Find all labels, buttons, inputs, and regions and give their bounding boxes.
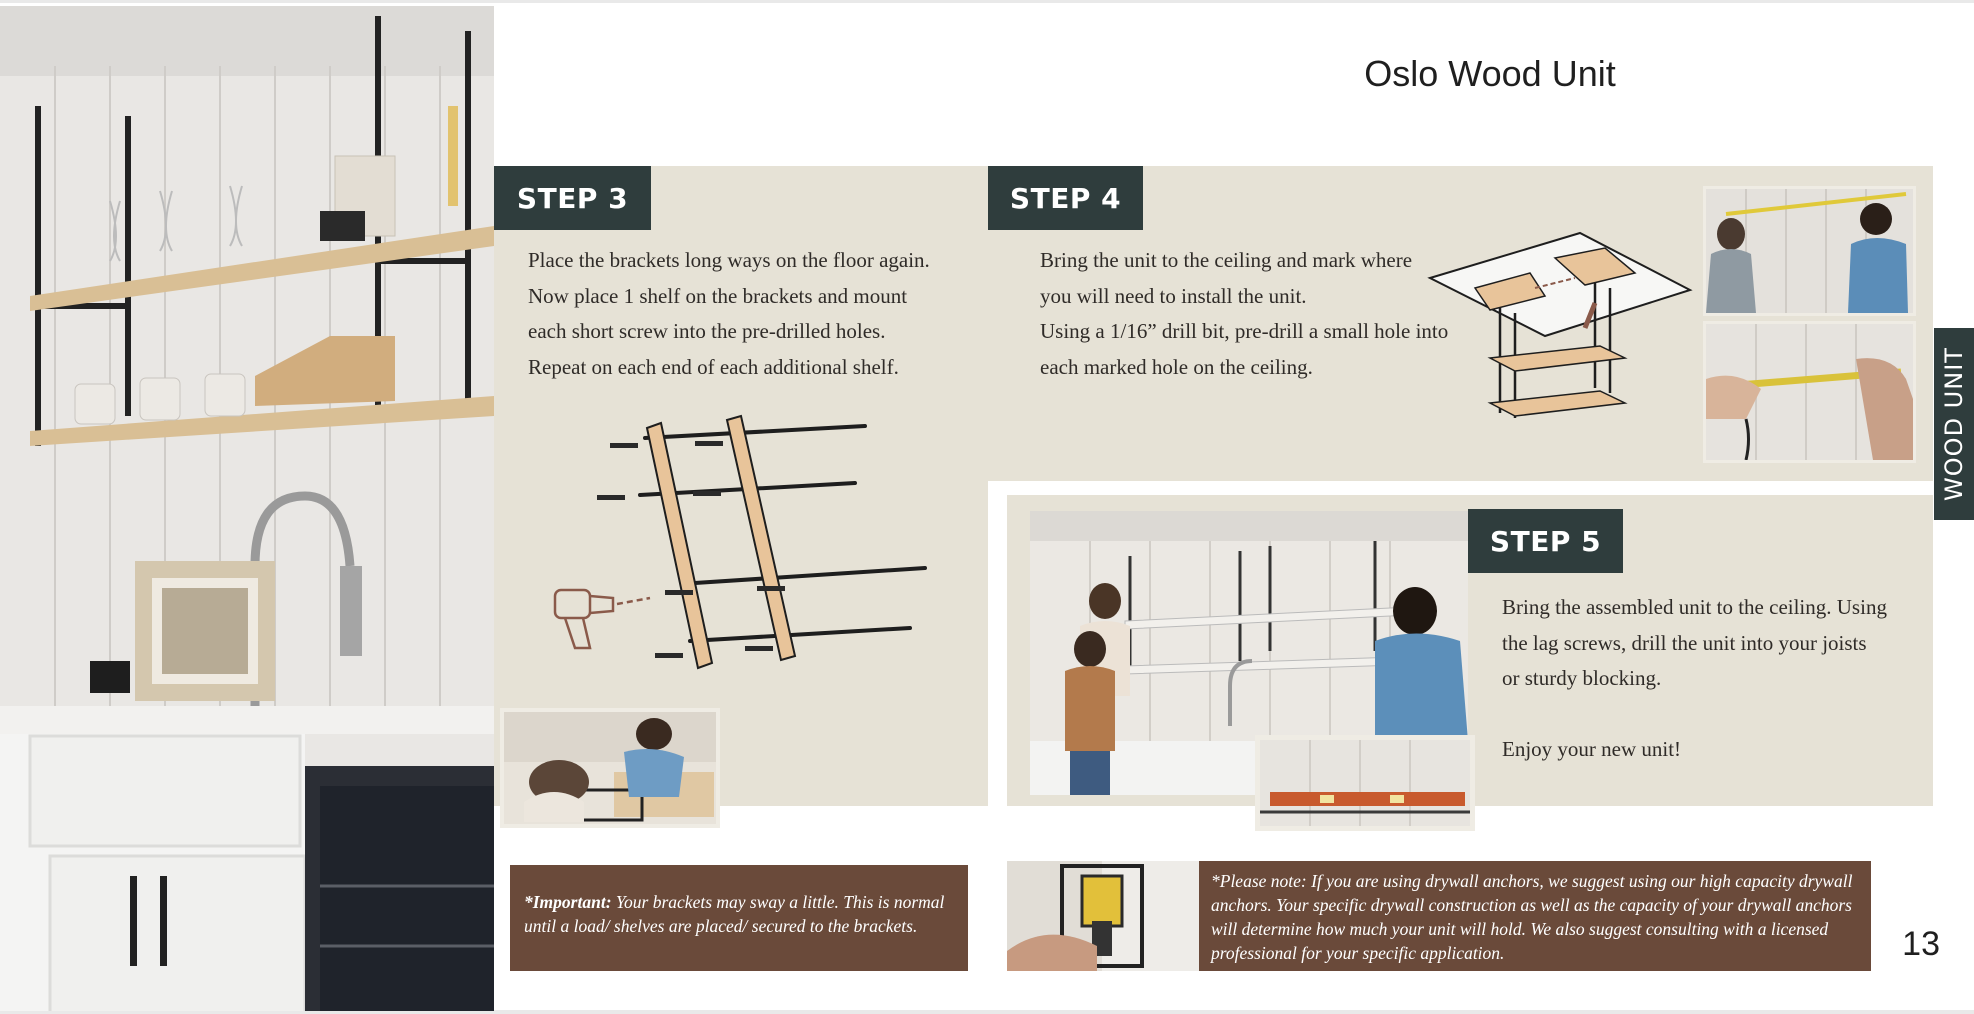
step4-line: Bring the unit to the ceiling and mark where [1040,248,1413,272]
step3-line: Repeat on each end of each additional shelf. [528,354,899,379]
important-note [510,865,968,971]
important-label: *Important: [524,892,612,912]
step5-closing: Enjoy your new unit! [1502,737,1682,761]
step4-instructions [1040,243,1460,385]
kitchen-shelf-photo [0,6,494,1011]
side-tab-label: WOOD UNIT [1940,347,1969,501]
drill-photo [1007,861,1199,971]
step3-line: each short screw into the pre-drilled holes. [528,319,886,343]
step3-line: Now place 1 shelf on the brackets and mount [528,283,908,308]
ceiling-mount-diagram [1425,228,1695,428]
step5-level-photo [1255,735,1475,831]
page-title: Oslo Wood Unit [1364,53,1616,94]
step3-instructions [528,243,978,385]
step5-badge: STEP 5 [1468,509,1623,573]
step4-line: each marked hole on the ceiling. [1040,354,1313,379]
page-number: 13 [1902,925,1940,963]
step3-badge: STEP 3 [494,166,651,230]
step4-badge: STEP 4 [988,166,1143,230]
side-section-tab [1934,328,1974,520]
step4-measuring-photo-bottom [1703,321,1916,463]
step3-assembly-photo [500,708,720,828]
step5-instructions [1502,590,1922,768]
drywall-anchor-note: *Please note: If you are using drywall anchors, we suggest using our high capacity drywall anchors. Your specific drywall construction as well as the capacity of your drywall anchors will determine how much your unit will hold. We also suggest consulting with a licensed professional for your specific application. [1199,861,1871,971]
important-text: Your brackets may sway a little. This is normal until a load/ shelves are placed/ secured to the brackets. [524,892,945,936]
step5-line: the lag screws, drill the unit into your joists [1502,630,1867,655]
step4-measuring-photo-top [1703,186,1916,316]
step4-line: Using a 1/16” drill bit, pre-drill a small hole into [1040,319,1449,343]
step5-line: or sturdy blocking. [1502,666,1662,690]
step4-line: you will need to install the unit. [1040,283,1307,308]
step3-line: Place the brackets long ways on the floor again. [528,248,930,272]
step5-line: Bring the assembled unit to the ceiling. Using [1502,595,1887,619]
spacer [1502,697,1922,733]
bracket-assembly-diagram [545,408,935,678]
